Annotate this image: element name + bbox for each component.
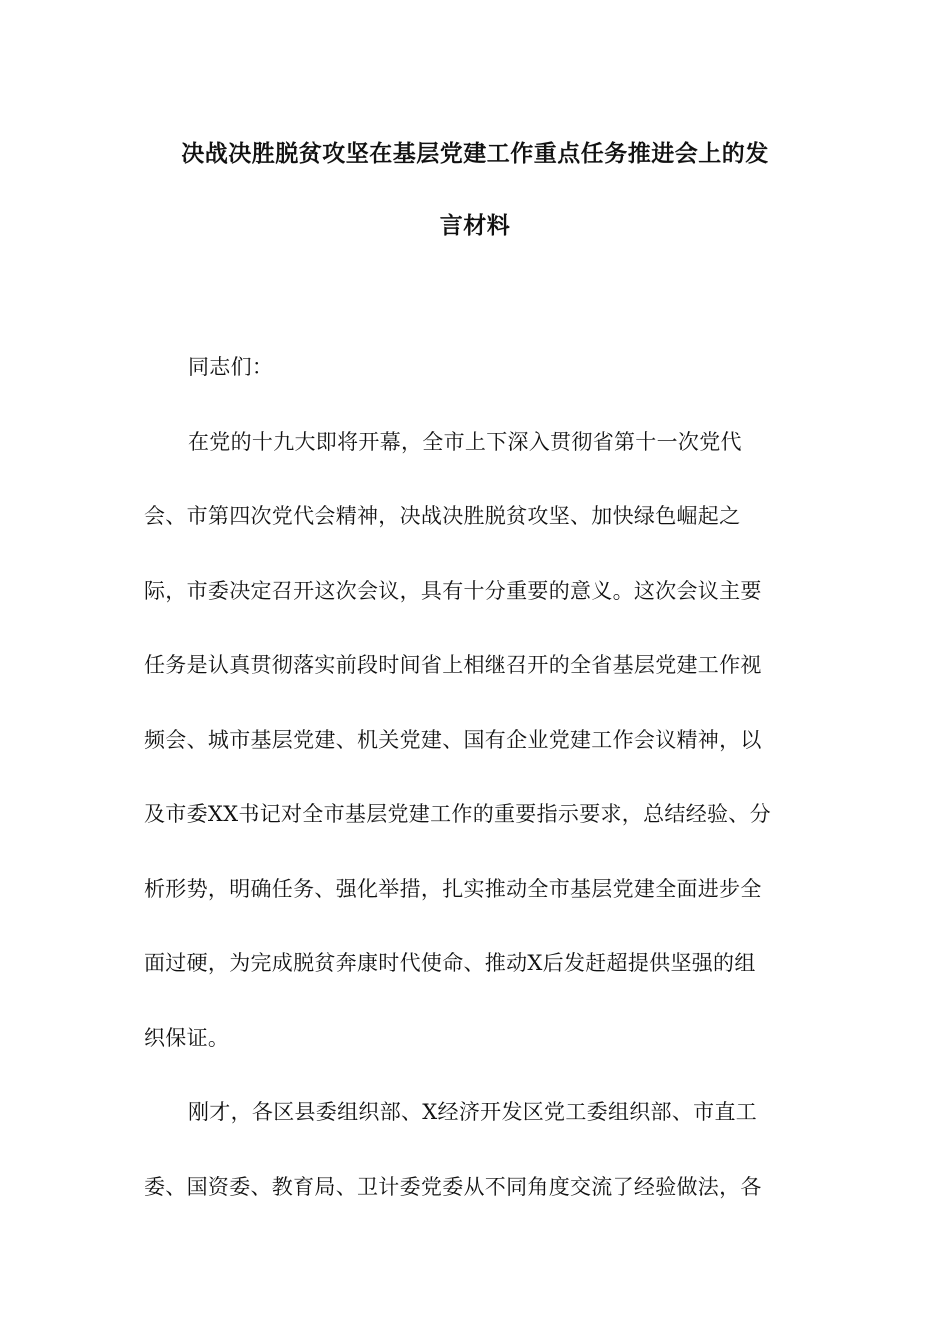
paragraph-1-line-5: 频会、城市基层党建、机关党建、国有企业党建工作会议精神，以 [144, 727, 762, 752]
document-body [144, 330, 806, 1224]
paragraph-2 [144, 1075, 806, 1224]
paragraph-1-line-2: 会、市第四次党代会精神，决战决胜脱贫攻坚、加快绿色崛起之 [144, 504, 741, 528]
paragraph-2-line-1: 刚才，各区县委组织部、X经济开发区党工委组织部、市直工 [188, 1100, 758, 1124]
paragraph-1 [144, 405, 806, 1076]
paragraph-1-line-4: 任务是认真贯彻落实前段时间省上相继召开的全省基层党建工作视 [144, 653, 762, 677]
paragraph-1-line-1: 在党的十九大即将开幕，全市上下深入贯彻省第十一次党代 [188, 429, 742, 454]
title-line-2: 言材料 [439, 212, 511, 239]
paragraph-2-line-2: 委、国资委、教育局、卫计委党委从不同角度交流了经验做法，各 [144, 1174, 762, 1199]
paragraph-1-line-7: 析形势，明确任务、强化举措，扎实推动全市基层党建全面进步全 [144, 876, 762, 901]
paragraph-1-line-8: 面过硬，为完成脱贫奔康时代使命、推动X后发赶超提供坚强的组 [144, 951, 756, 975]
paragraph-1-line-3: 际，市委决定召开这次会议，具有十分重要的意义。这次会议主要 [144, 578, 762, 603]
title-line-1: 决战决胜脱贫攻坚在基层党建工作重点任务推进会上的发 [181, 140, 769, 167]
salutation [144, 330, 806, 405]
paragraph-1-line-6: 及市委XX书记对全市基层党建工作的重要指示要求，总结经验、分 [144, 802, 771, 826]
document-title [120, 118, 830, 262]
salutation-text: 同志们： [188, 355, 274, 379]
paragraph-1-line-9: 织保证。 [144, 1025, 230, 1050]
